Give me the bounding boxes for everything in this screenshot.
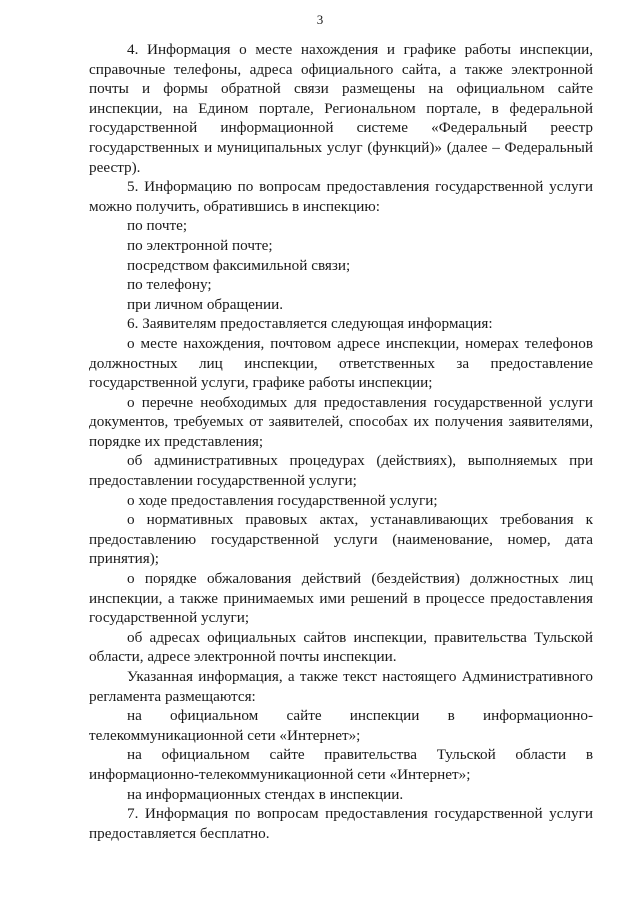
paragraph-4-info-location: 4. Информация о месте нахождения и графике работы инспекции, справочные телефоны, адреса официального сайта, а также электронной почты и формы обратной связи размещены на официальном сайте инспекции, на Едином портале, Региональном портале, в федеральной государственной информационной системе «Федеральный реестр государственных и муниципальных услуг (функций)» (далее – Федеральный реестр). <box>89 41 593 176</box>
paragraph-7-free-of-charge: 7. Информация по вопросам предоставления государственной услуги предоставляется бесплатно. <box>89 805 593 842</box>
list-item-by-fax: посредством факсимильной связи; <box>127 256 351 274</box>
list-item-website-addresses: об адресах официальных сайтов инспекции, правительства Тульской области, адресе электронной почты инспекции. <box>89 628 593 666</box>
document-body <box>89 40 593 843</box>
paragraph-6-info-provided: 6. Заявителям предоставляется следующая информация: <box>127 315 493 333</box>
paragraph-5-info-request: 5. Информацию по вопросам предоставления государственной услуги можно получить, обратившись в инспекцию: <box>89 178 593 215</box>
list-item-required-documents: о перечне необходимых для предоставления государственной услуги документов, требуемых от заявителей, способах их получения заявителями, порядке их представления; <box>89 393 593 450</box>
list-item-inspection-website: на официальном сайте инспекции в информационно-телекоммуникационной сети «Интернет»; <box>89 707 593 744</box>
list-item-location-contacts: о месте нахождения, почтовом адресе инспекции, номерах телефонов должностных лиц инспекции, ответственных за предоставление государственной услуги, графике работы инспекции; <box>89 334 593 392</box>
list-item-by-email: по электронной почте; <box>127 236 273 254</box>
paragraph-publication: Указанная информация, а также текст настоящего Административного регламента размещаются: <box>89 668 593 705</box>
page-number: 3 <box>316 12 324 27</box>
list-item-info-stands: на информационных стендах в инспекции. <box>127 785 404 803</box>
list-item-appeal-procedure: о порядке обжалования действий (бездействия) должностных лиц инспекции, а также принимаемых ими решений в процессе предоставления государственной услуги; <box>89 570 593 627</box>
list-item-in-person: при личном обращении. <box>127 295 284 313</box>
list-item-legal-acts: о нормативных правовых актах, устанавливающих требования к предоставлению государственной услуги (наименование, номер, дата принятия); <box>89 511 593 568</box>
list-item-by-phone: по телефону; <box>127 276 212 294</box>
list-item-by-mail: по почте; <box>127 217 188 235</box>
list-item-government-website: на официальном сайте правительства Тульской области в информационно-телекоммуникационной сети «Интернет»; <box>89 746 593 783</box>
list-item-service-progress: о ходе предоставления государственной услуги; <box>127 491 438 509</box>
list-item-administrative-procedures: об административных процедурах (действиях), выполняемых при предоставлении государственной услуги; <box>89 452 593 490</box>
